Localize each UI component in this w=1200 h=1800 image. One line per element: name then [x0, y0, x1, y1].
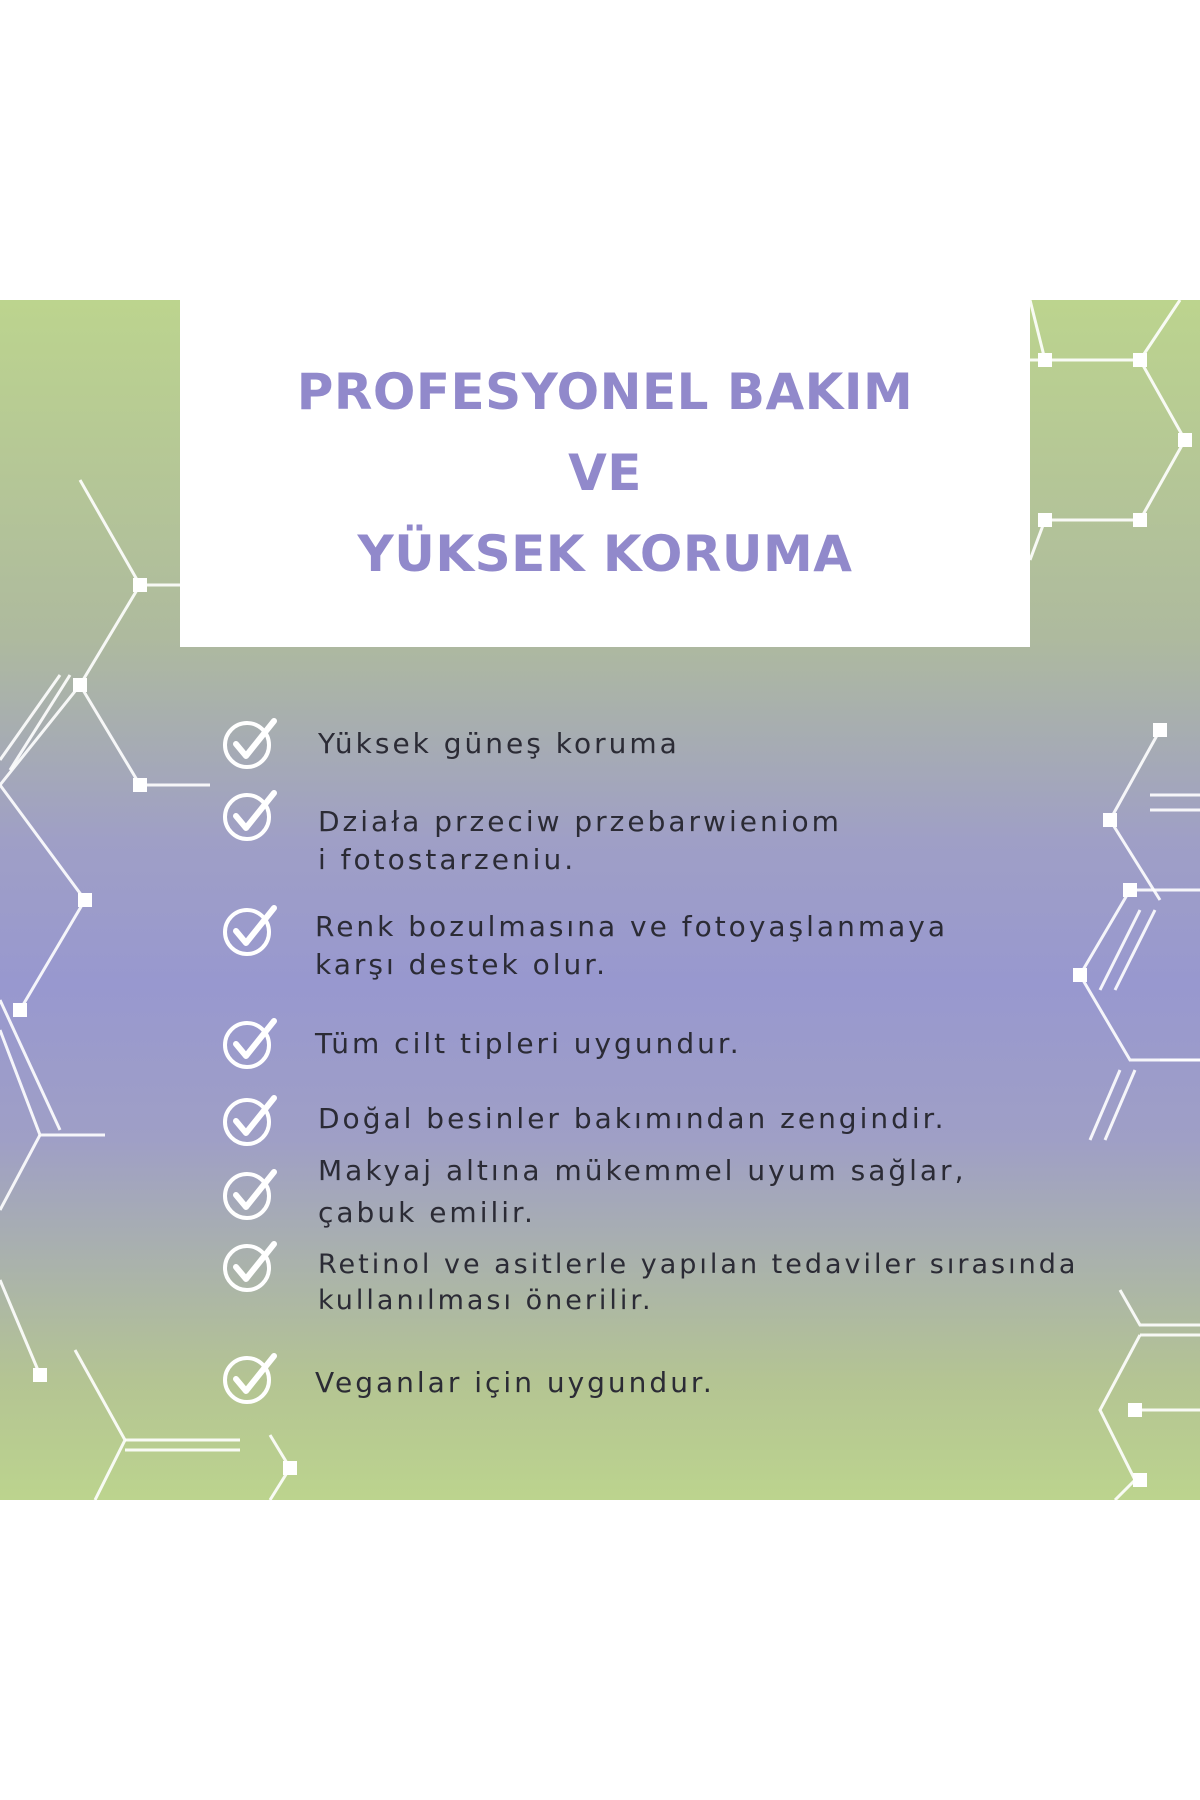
check-circle-icon: [222, 1015, 278, 1071]
feature-text-line: Działa przeciw przebarwieniom: [318, 805, 842, 838]
feature-text-line: i fotostarzeniu.: [318, 843, 577, 876]
feature-text-line: karşı destek olur.: [315, 948, 609, 981]
feature-list: [0, 300, 1200, 1500]
feature-text-line: çabuk emilir.: [318, 1196, 536, 1229]
feature-text-line: Retinol ve asitlerle yapılan tedaviler sırasında: [318, 1249, 1079, 1280]
check-circle-icon: [222, 787, 278, 843]
feature-text-line: Yüksek güneş koruma: [318, 727, 680, 760]
check-circle-icon: [222, 1092, 278, 1148]
product-banner: [0, 300, 1200, 1500]
feature-text-line: Makyaj altına mükemmel uyum sağlar,: [318, 1154, 967, 1187]
feature-text-line: Veganlar için uygundur.: [315, 1366, 715, 1399]
feature-text-line: Tüm cilt tipleri uygundur.: [315, 1027, 742, 1060]
check-circle-icon: [222, 1350, 278, 1406]
check-circle-icon: [222, 1166, 278, 1222]
title-line-2: VE: [568, 444, 642, 502]
feature-text-line: kullanılması önerilir.: [318, 1285, 654, 1316]
check-circle-icon: [222, 1238, 278, 1294]
check-circle-icon: [222, 902, 278, 958]
feature-text-line: Doğal besinler bakımından zengindir.: [318, 1102, 947, 1135]
title-line-3: YÜKSEK KORUMA: [357, 525, 853, 583]
title-line-1: PROFESYONEL BAKIM: [296, 363, 914, 421]
check-circle-icon: [222, 715, 278, 771]
feature-text-line: Renk bozulmasına ve fotoyaşlanmaya: [315, 910, 948, 943]
